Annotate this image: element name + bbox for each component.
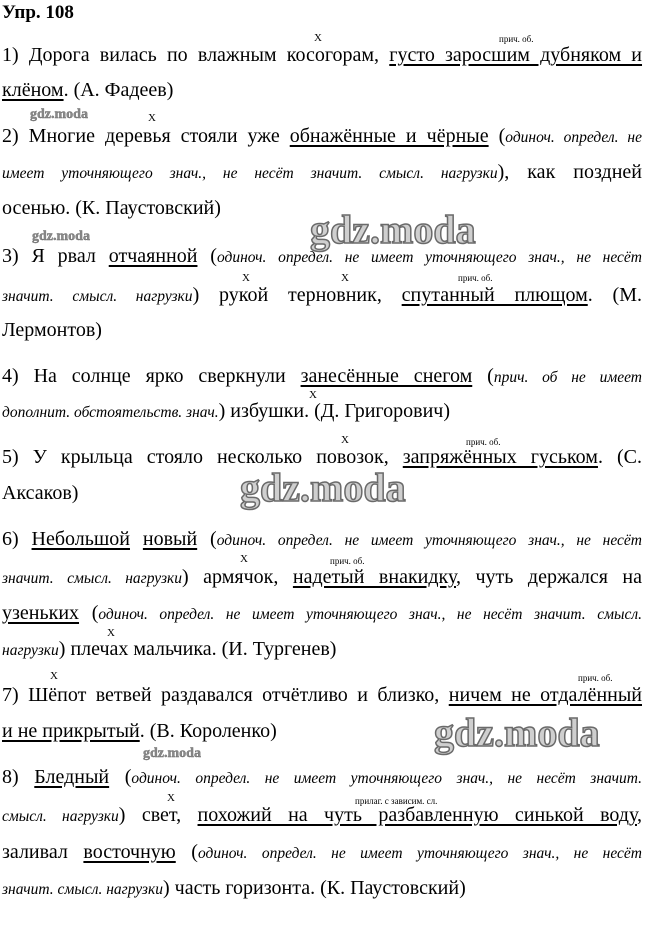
sentence-6-line-2: значит. смысл. нагрузки) армячок, надетый внакидку, чуть держался на [2,566,642,588]
sentence-8-line-2: смысл. нагрузки) свет, похожий на чуть разбавленную синькой воду, [2,804,642,826]
sentence-4-line-1: 4) На солнце ярко сверкнули занесённые снегом (прич. об не имеет [2,365,642,387]
sentence-7-line-2: и не прикрытый. (В. Короленко) [2,720,277,742]
sentence-8-line-4: значит. смысл. нагрузки) часть горизонта. (К. Паустовский) [2,877,466,899]
sentence-3-line-3: Лермонтов) [2,319,102,341]
sentence-5-line-2: Аксаков) [2,482,79,504]
subject-mark: X [341,272,349,284]
participle-phrase-mark: прич. об. [499,34,534,44]
sentence-8-line-1: 8) Бледный (одиноч. определ. не имеет уточняющего знач., не несёт значит. [2,766,642,788]
subject-mark: X [242,272,250,284]
subject-mark: X [240,553,248,565]
subject-mark: X [148,112,156,124]
subject-mark: X [309,389,317,401]
watermark-large: gdz.moda [310,207,476,252]
sentence-2-line-2: имеет уточняющего знач., не несёт значит. смысл. нагрузки), как поздней [2,161,643,183]
sentence-8-line-3: заливал восточную (одиноч. определ. не имеет уточняющего знач., не несёт [2,841,642,863]
watermark-small: gdz.moda [143,746,201,761]
watermark-large: gdz.moda [240,465,406,510]
adjective-phrase-mark: прилаг. с зависим. сл. [355,796,438,806]
sentence-1-line-1: 1) Дорога вилась по влажным косогорам, густо заросшим дубняком и [2,44,643,66]
participle-phrase-mark: прич. об. [466,437,501,447]
sentence-1-line-2: клёном. (А. Фадеев) [2,79,174,101]
participle-phrase-mark: прич. об. [330,556,365,566]
sentence-4-line-2: дополнит. обстоятельств. знач.) избушки. (Д. Григорович) [2,400,450,422]
sentence-2-line-3: осенью. (К. Паустовский) [2,197,221,219]
subject-mark: X [167,792,175,804]
watermark-large: gdz.moda [434,710,600,755]
sentence-7-line-1: 7) Шёпот ветвей раздавался отчётливо и близко, ничем не отдалённый [2,684,642,706]
exercise-title: Упр. 108 [2,2,74,23]
subject-mark: X [314,32,322,44]
participle-phrase-mark: прич. об. [458,273,493,283]
subject-mark: X [50,670,58,682]
sentence-6-line-1: 6) Небольшой новый (одиноч. определ. не имеет уточняющего знач., не несёт [2,528,643,550]
sentence-3-line-2: значит. смысл. нагрузки) рукой терновник, спутанный плющом. (М. [2,284,642,306]
sentence-3-line-1: 3) Я рвал отчаянной (одиноч. определ. не имеет уточняющего знач., не несёт [2,245,642,267]
sentence-2-line-1: 2) Многие деревья стояли уже обнажённые и чёрные (одиноч. определ. не [2,125,642,147]
sentence-5-line-1: 5) У крыльца стояло несколько повозок, запряжённых гуськом. (С. [2,446,643,468]
watermark-small: gdz.moda [32,229,90,244]
sentence-6-line-4: нагрузки) плечах мальчика. (И. Тургенев) [2,638,337,660]
sentence-6-line-3: узеньких (одиноч. определ. не имеет уточняющего знач., не несёт значит. смысл. [2,602,642,624]
watermark-small: gdz.moda [30,107,88,122]
subject-mark: X [341,434,349,446]
subject-mark: X [107,627,115,639]
participle-phrase-mark: прич. об. [578,673,613,683]
